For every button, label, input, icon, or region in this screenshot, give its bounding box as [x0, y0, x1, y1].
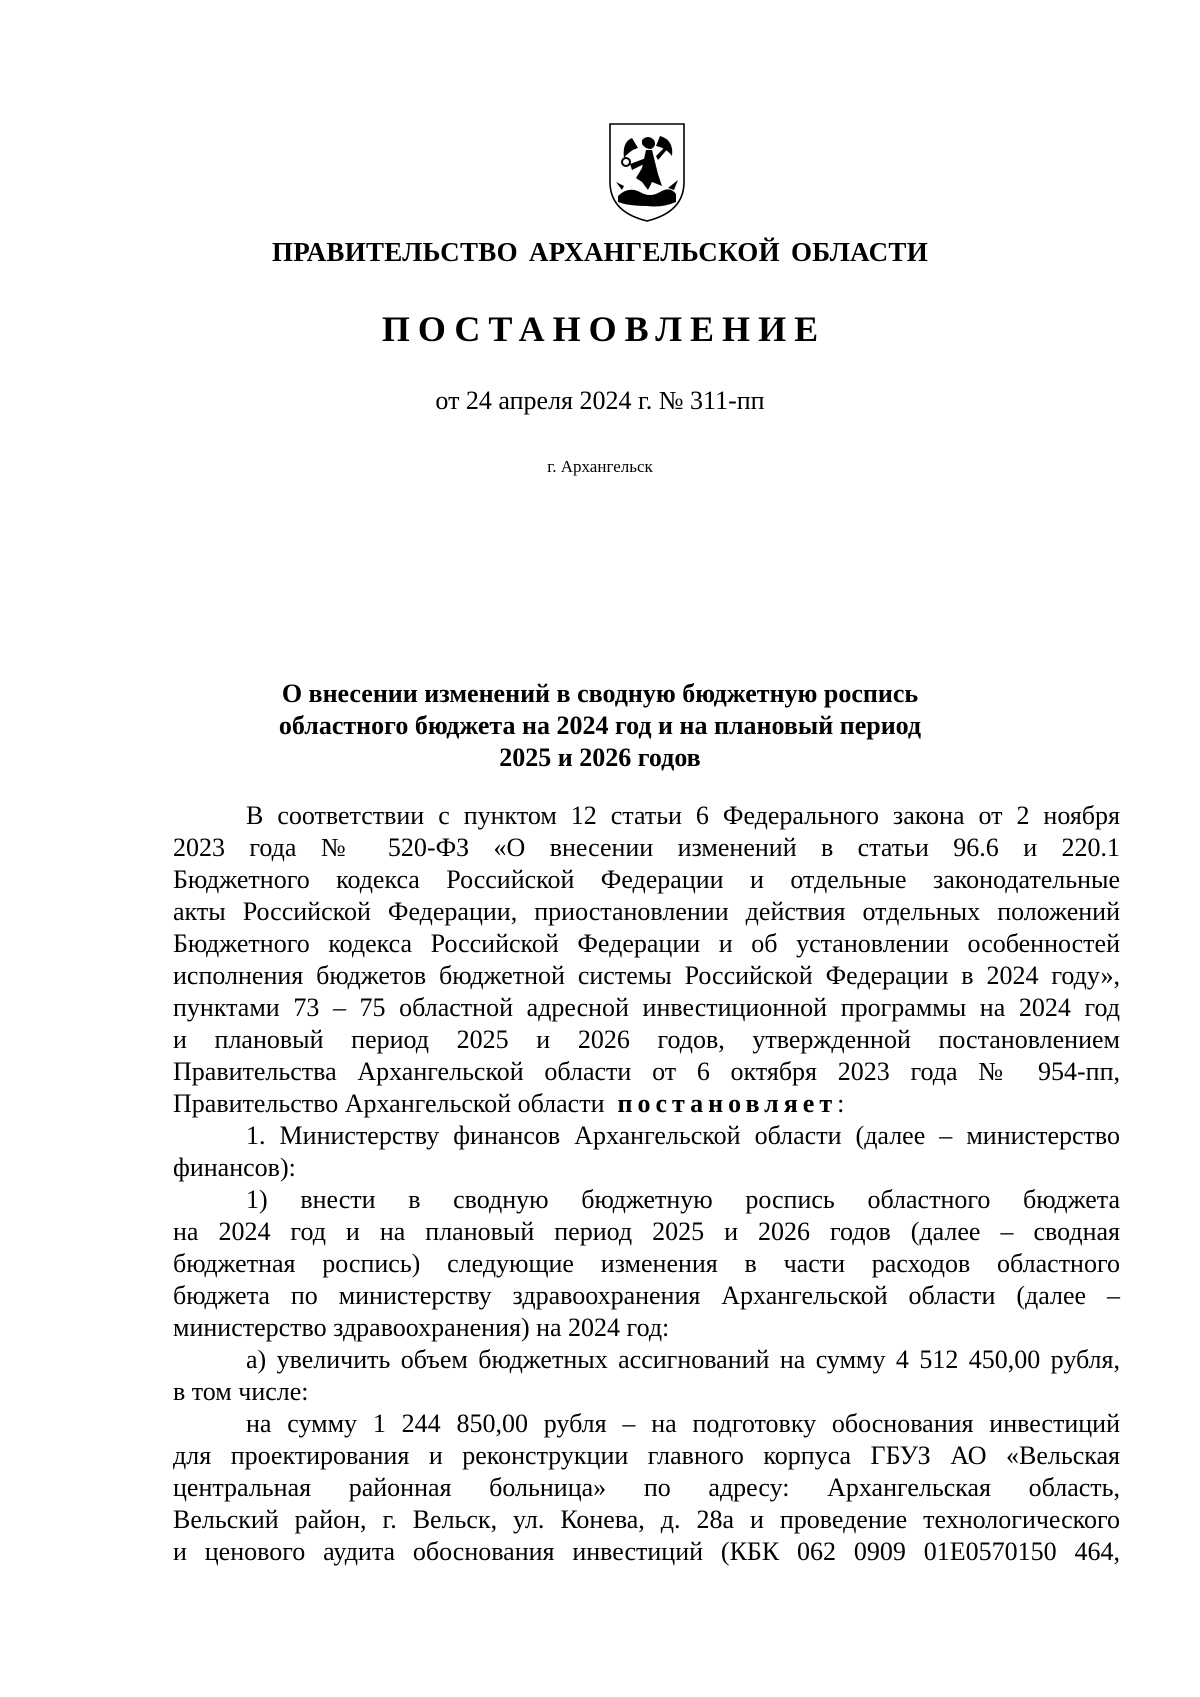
- organization-name: ПРАВИТЕЛЬСТВО АРХАНГЕЛЬСКОЙ ОБЛАСТИ: [271, 237, 929, 267]
- body-line: бюджета по министерству здравоохранения Архангельской области (далее –: [173, 1281, 1120, 1310]
- date-and-number: от 24 апреля 2024 г. № 311-пп: [435, 386, 765, 415]
- title-line: О внесении изменений в сводную бюджетную роспись: [281, 679, 919, 708]
- body-line: Бюджетного кодекса Российской Федерации и отдельные законодательные: [173, 865, 1120, 894]
- body-line: а) увеличить объем бюджетных ассигнований на сумму 4 512 450,00 рубля,: [246, 1345, 1120, 1374]
- city-name: г. Архангельск: [547, 457, 653, 476]
- title-line: 2025 и 2026 годов: [499, 743, 701, 772]
- body-line: 1. Министерству финансов Архангельской области (далее – министерство: [246, 1121, 1120, 1150]
- body-line: в том числе:: [173, 1377, 309, 1406]
- body-line: 2023 года № 520-ФЗ «О внесении изменений в статьи 96.6 и 220.1: [173, 833, 1120, 862]
- document-title: [0, 678, 1200, 774]
- document-body: [173, 800, 1120, 1568]
- body-line: и ценового аудита обоснования инвестиций (КБК 062 0909 01Е0570150 464,: [173, 1537, 1120, 1566]
- body-line: 1) внести в сводную бюджетную роспись областного бюджета: [246, 1185, 1120, 1214]
- resolution-verb: постановляет: [617, 1089, 838, 1118]
- resolution-colon: :: [837, 1089, 845, 1118]
- body-line: В соответствии с пунктом 12 статьи 6 Федерального закона от 2 ноября: [246, 801, 1120, 830]
- body-line: бюджетная роспись) следующие изменения в части расходов областного: [173, 1249, 1120, 1278]
- body-line: центральная районная больница» по адресу: Архангельская область,: [173, 1473, 1120, 1502]
- body-line: министерство здравоохранения) на 2024 год:: [173, 1313, 670, 1342]
- document-type-heading: ПОСТАНОВЛЕНИЕ: [381, 309, 827, 349]
- body-line-resolution: [173, 1088, 1120, 1120]
- body-line: на 2024 год и на плановый период 2025 и 2026 годов (далее – сводная: [173, 1217, 1120, 1246]
- arkhangelsk-coat-of-arms-icon: [602, 120, 692, 224]
- body-line: на сумму 1 244 850,00 рубля – на подготовку обоснования инвестиций: [246, 1409, 1120, 1438]
- body-line: Правительства Архангельской области от 6 октября 2023 года № 954-пп,: [173, 1057, 1120, 1086]
- body-line: Вельский район, г. Вельск, ул. Конева, д. 28а и проведение технологического: [173, 1505, 1120, 1534]
- body-line: Бюджетного кодекса Российской Федерации и об установлении особенностей: [173, 929, 1120, 958]
- body-line: исполнения бюджетов бюджетной системы Российской Федерации в 2024 году»,: [173, 961, 1120, 990]
- body-line: и плановый период 2025 и 2026 годов, утвержденной постановлением: [173, 1025, 1120, 1054]
- body-line: пунктами 73 – 75 областной адресной инвестиционной программы на 2024 год: [173, 993, 1120, 1022]
- body-line: акты Российской Федерации, приостановлении действия отдельных положений: [173, 897, 1120, 926]
- body-line: финансов):: [173, 1153, 296, 1182]
- resolution-subject: Правительство Архангельской области: [173, 1089, 605, 1118]
- title-line: областного бюджета на 2024 год и на плановый период: [278, 711, 922, 740]
- body-line: для проектирования и реконструкции главного корпуса ГБУЗ АО «Вельская: [173, 1441, 1120, 1470]
